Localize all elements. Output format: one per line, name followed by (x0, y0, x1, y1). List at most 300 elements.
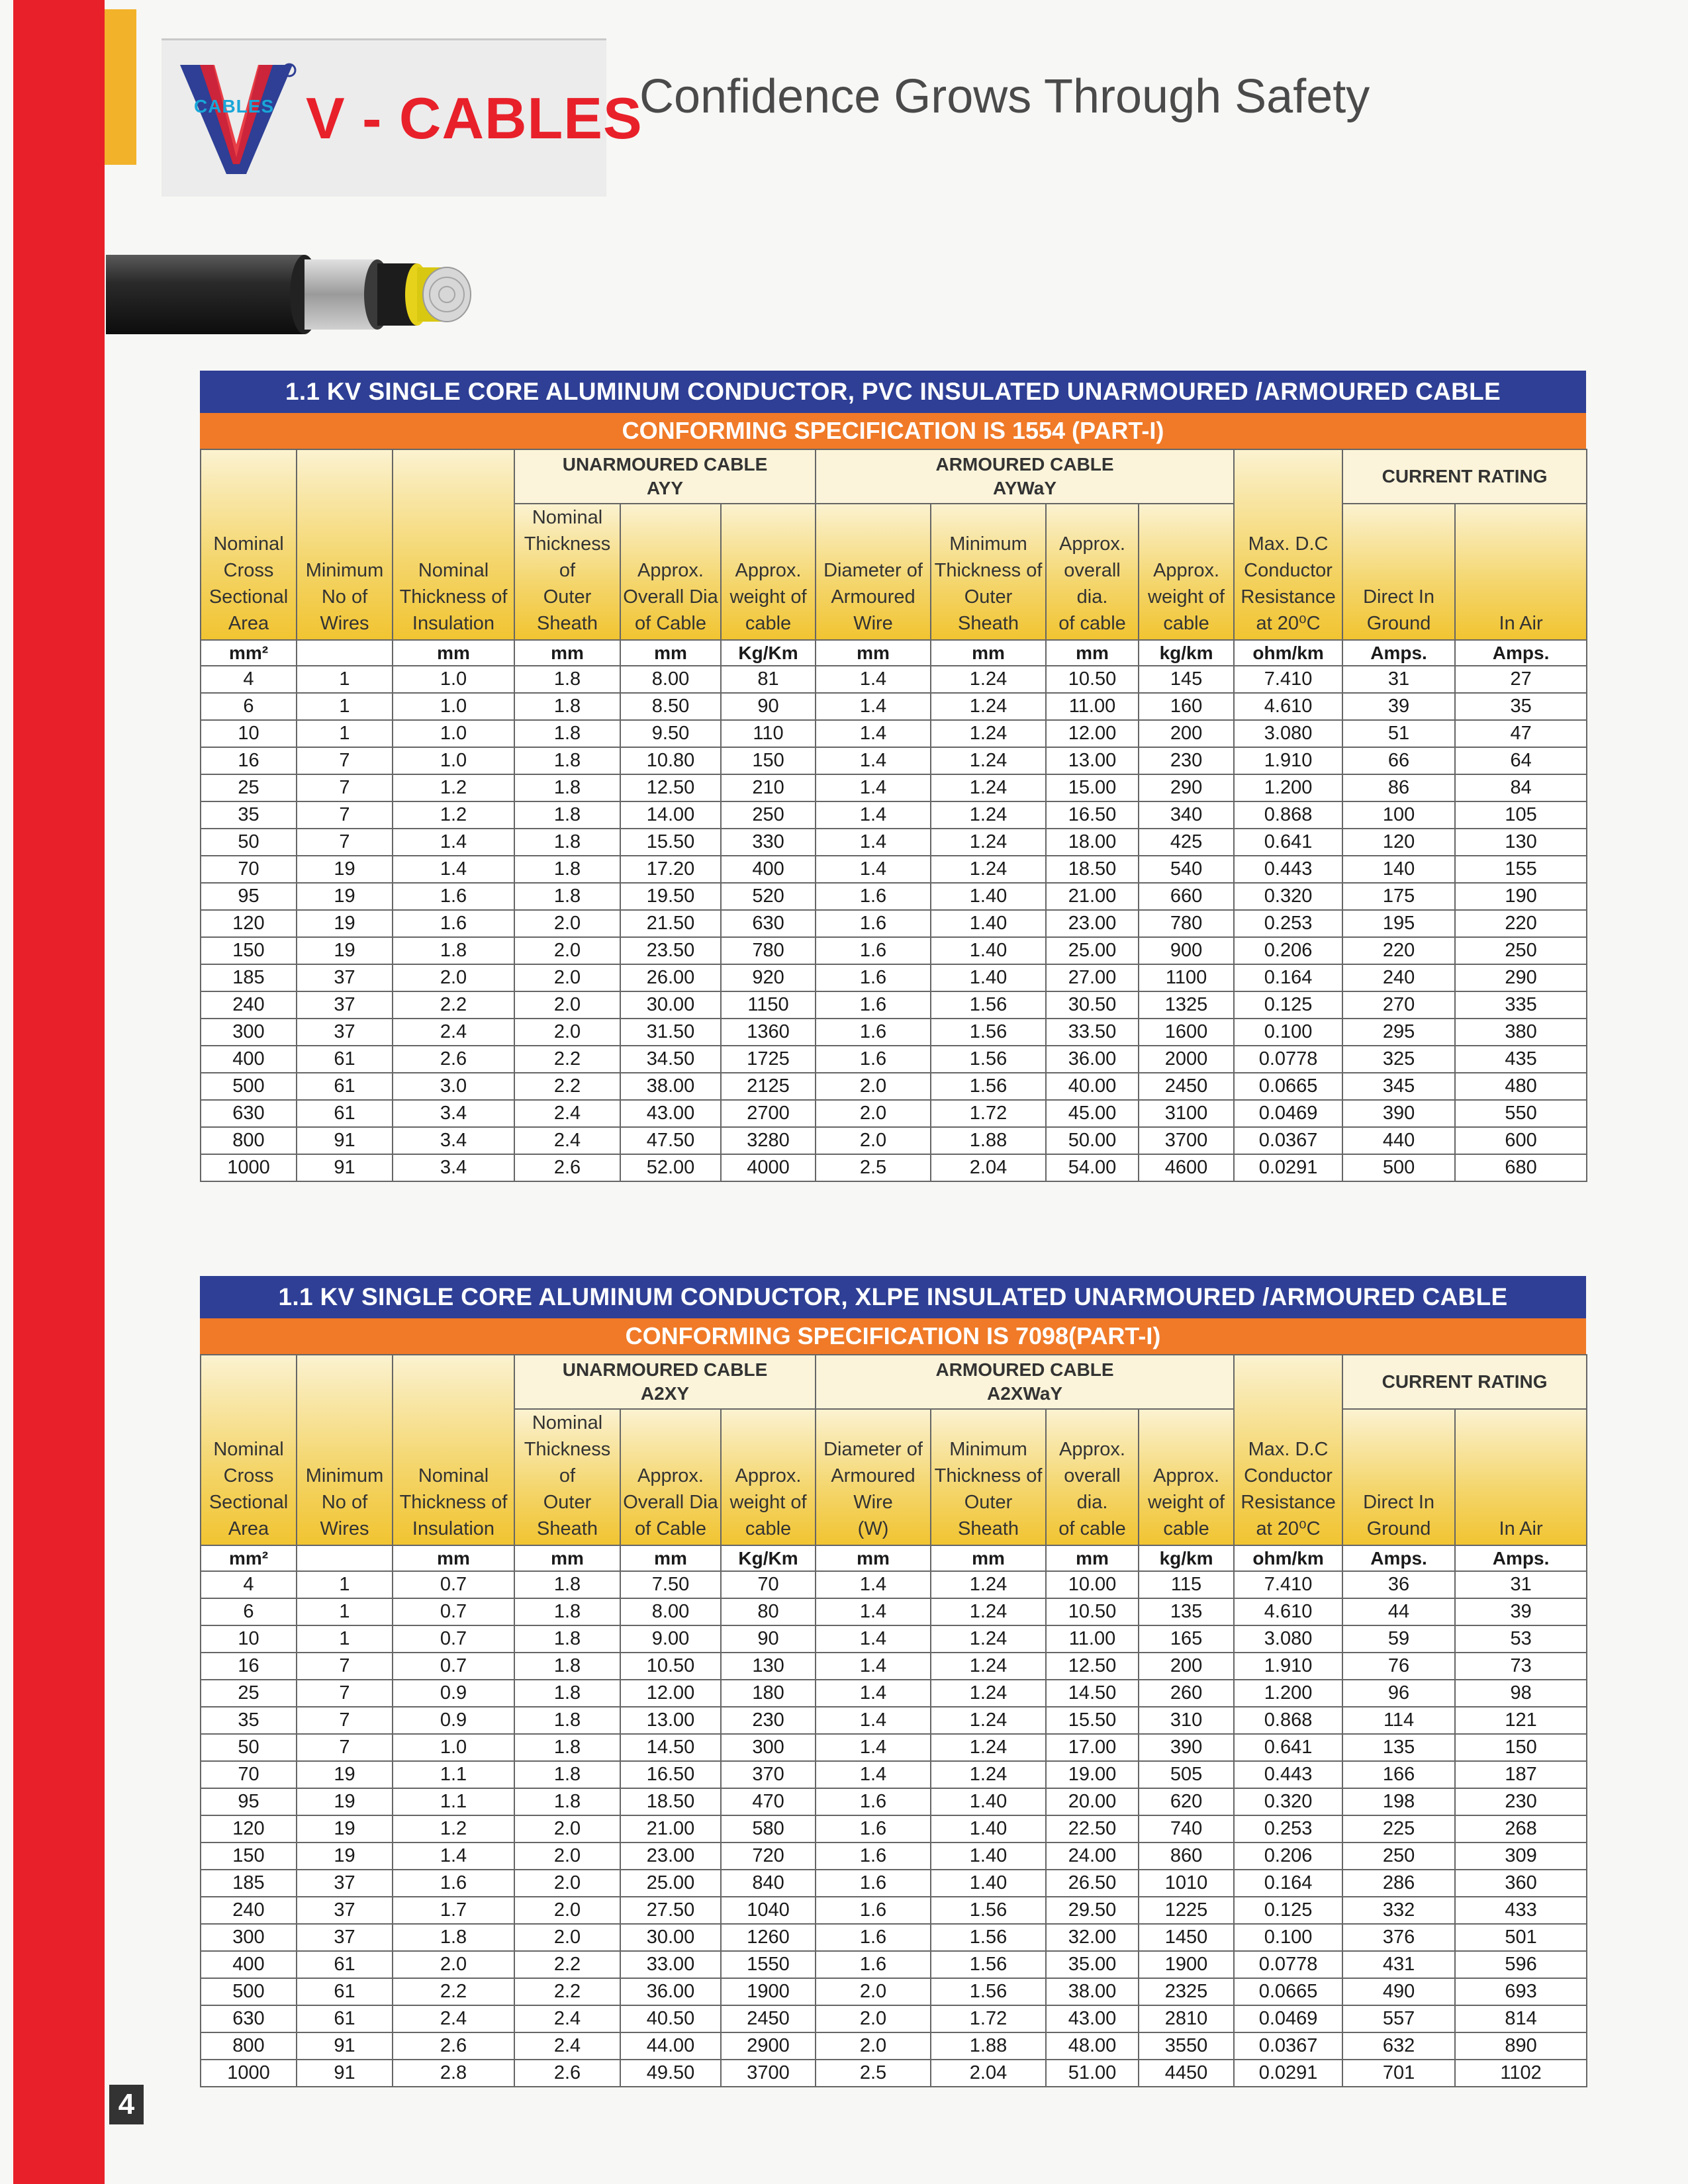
table-cell: 76 (1342, 1653, 1455, 1680)
table-cell: 0.443 (1234, 856, 1342, 883)
table-cell: 2.6 (393, 1046, 514, 1073)
unit-cell: mm (393, 640, 514, 666)
table-cell: 1.6 (393, 1870, 514, 1897)
table-cell: 18.00 (1046, 829, 1139, 856)
table-cell: 1 (297, 1625, 393, 1653)
table-cell: 19 (297, 856, 393, 883)
table-cell: 2.0 (393, 964, 514, 991)
table-row (201, 1046, 1587, 1073)
table-cell: 0.253 (1234, 1815, 1342, 1843)
table-row (201, 1073, 1587, 1100)
table-cell: 3.4 (393, 1100, 514, 1127)
table-cell: 1.24 (931, 1625, 1046, 1653)
table-cell: 7 (297, 774, 393, 801)
table-cell: 800 (201, 1127, 297, 1154)
table-row (201, 1815, 1587, 1843)
table-cell: 27.00 (1046, 964, 1139, 991)
group-current-rating: CURRENT RATING (1342, 1355, 1587, 1409)
table-cell: 2325 (1139, 1978, 1234, 2005)
col-min-wires: Minimum No of Wires (297, 1355, 393, 1545)
table-cell: 43.00 (1046, 2005, 1139, 2032)
table-cell: 2.2 (393, 991, 514, 1019)
table-cell: 10.00 (1046, 1571, 1139, 1598)
table-cell: 7.410 (1234, 1571, 1342, 1598)
table-cell: 25.00 (1046, 937, 1139, 964)
table-cell: 1725 (721, 1046, 816, 1073)
col-armoured-overall-dia: Approx. overall dia. of cable (1046, 1409, 1139, 1545)
table-cell: 840 (721, 1870, 816, 1897)
table-cell: 24.00 (1046, 1843, 1139, 1870)
col-cross-sectional-area: Nominal Cross Sectional Area (201, 449, 297, 640)
table-cell: 632 (1342, 2032, 1455, 2060)
section-subtitle: CONFORMING SPECIFICATION IS 1554 (PART-I) (200, 413, 1586, 449)
table-cell: 9.00 (620, 1625, 721, 1653)
table-cell: 1.40 (931, 910, 1046, 937)
table-row (201, 1598, 1587, 1625)
table-cell: 14.00 (620, 801, 721, 829)
table-cell: 166 (1342, 1761, 1455, 1788)
table-cell: 110 (721, 720, 816, 747)
table-cell: 86 (1342, 774, 1455, 801)
table-cell: 490 (1342, 1978, 1455, 2005)
table-cell: 4600 (1139, 1154, 1234, 1181)
table-cell: 100 (1342, 801, 1455, 829)
table-cell: 1.24 (931, 1680, 1046, 1707)
table-cell: 693 (1455, 1978, 1587, 2005)
table-cell: 2125 (721, 1073, 816, 1100)
table-cell: 17.20 (620, 856, 721, 883)
table-cell: 0.206 (1234, 1843, 1342, 1870)
table-cell: 45.00 (1046, 1100, 1139, 1127)
table-cell: 34.50 (620, 1046, 721, 1073)
tagline: Confidence Grows Through Safety (639, 70, 1370, 123)
table-cell: 1.40 (931, 937, 1046, 964)
table-cell: 470 (721, 1788, 816, 1815)
table-cell: 1.200 (1234, 1680, 1342, 1707)
table-cell: 19 (297, 1843, 393, 1870)
unit-cell: mm (514, 1545, 620, 1571)
table-cell: 550 (1455, 1100, 1587, 1127)
table-row (201, 666, 1587, 693)
table-cell: 64 (1455, 747, 1587, 774)
table-cell: 187 (1455, 1761, 1587, 1788)
table-cell: 260 (1139, 1680, 1234, 1707)
table-cell: 1.6 (816, 1843, 931, 1870)
table-cell: 2.4 (514, 2032, 620, 2060)
table-row (201, 693, 1587, 720)
unit-cell: ohm/km (1234, 1545, 1342, 1571)
table-cell: 73 (1455, 1653, 1587, 1680)
table-row (201, 801, 1587, 829)
table-row (201, 2032, 1587, 2060)
table-cell: 3100 (1139, 1100, 1234, 1127)
table-cell: 400 (721, 856, 816, 883)
table-cell: 310 (1139, 1707, 1234, 1734)
table-cell: 16.50 (620, 1761, 721, 1788)
table-cell: 2.0 (816, 2032, 931, 2060)
table-cell: 814 (1455, 2005, 1587, 2032)
table-cell: 2.4 (514, 1100, 620, 1127)
table-cell: 38.00 (1046, 1978, 1139, 2005)
table-cell: 21.50 (620, 910, 721, 937)
table-cell: 1450 (1139, 1924, 1234, 1951)
table-cell: 0.7 (393, 1653, 514, 1680)
table-cell: 0.125 (1234, 991, 1342, 1019)
table-cell: 2.0 (816, 1978, 931, 2005)
table-cell: 330 (721, 829, 816, 856)
table-cell: 1260 (721, 1924, 816, 1951)
table-cell: 1.8 (393, 937, 514, 964)
table-cell: 14.50 (1046, 1680, 1139, 1707)
table-cell: 630 (201, 1100, 297, 1127)
table-cell: 61 (297, 1046, 393, 1073)
table-cell: 220 (1342, 937, 1455, 964)
table-cell: 13.00 (1046, 747, 1139, 774)
table-cell: 37 (297, 1924, 393, 1951)
table-cell: 1.8 (514, 720, 620, 747)
table-cell: 22.50 (1046, 1815, 1139, 1843)
table-cell: 740 (1139, 1815, 1234, 1843)
table-cell: 0.0778 (1234, 1951, 1342, 1978)
table-cell: 433 (1455, 1897, 1587, 1924)
table-cell: 0.253 (1234, 910, 1342, 937)
table-cell: 660 (1139, 883, 1234, 910)
table-row (201, 2060, 1587, 2087)
table-cell: 11.00 (1046, 693, 1139, 720)
table-cell: 1.4 (393, 1843, 514, 1870)
table-cell: 340 (1139, 801, 1234, 829)
table-cell: 160 (1139, 693, 1234, 720)
table-cell: 1.6 (393, 883, 514, 910)
table-cell: 780 (1139, 910, 1234, 937)
table-cell: 1.4 (816, 1707, 931, 1734)
group-current-rating: CURRENT RATING (1342, 449, 1587, 504)
table-cell: 10.50 (620, 1653, 721, 1680)
table-cell: 0.443 (1234, 1761, 1342, 1788)
col-insulation-thickness: Nominal Thickness of Insulation (393, 1355, 514, 1545)
table-cell: 596 (1455, 1951, 1587, 1978)
table-cell: 1.40 (931, 1815, 1046, 1843)
col-armoured-weight: Approx. weight of cable (1139, 1409, 1234, 1545)
table-cell: 2.8 (393, 2060, 514, 2087)
table-cell: 195 (1342, 910, 1455, 937)
table-cell: 1.56 (931, 1019, 1046, 1046)
table-cell: 1.6 (816, 1046, 931, 1073)
table-cell: 1.6 (393, 910, 514, 937)
table-cell: 2.4 (393, 2005, 514, 2032)
table-cell: 0.0367 (1234, 2032, 1342, 2060)
table-cell: 7 (297, 747, 393, 774)
table-cell: 1.4 (393, 856, 514, 883)
table-cell: 19 (297, 1761, 393, 1788)
table-cell: 1.4 (816, 801, 931, 829)
table-cell: 309 (1455, 1843, 1587, 1870)
table-cell: 90 (721, 693, 816, 720)
table-cell: 300 (721, 1734, 816, 1761)
table-cell: 2.0 (514, 1815, 620, 1843)
group-unarmoured: UNARMOURED CABLE AYY (514, 449, 816, 504)
table-cell: 15.50 (620, 829, 721, 856)
table-cell: 370 (721, 1761, 816, 1788)
table-cell: 23.00 (620, 1843, 721, 1870)
brand-wordmark: V - CABLES (306, 85, 643, 151)
table-row (201, 720, 1587, 747)
col-weight: Approx. weight of cable (721, 504, 816, 640)
table-cell: 37 (297, 1897, 393, 1924)
table-cell: 0.0291 (1234, 1154, 1342, 1181)
unit-cell: Amps. (1342, 640, 1455, 666)
table-cell: 376 (1342, 1924, 1455, 1951)
table-cell: 1.4 (816, 774, 931, 801)
table-cell: 2.04 (931, 2060, 1046, 2087)
table-cell: 80 (721, 1598, 816, 1625)
unit-cell: mm (931, 1545, 1046, 1571)
table-cell: 36.00 (620, 1978, 721, 2005)
table-cell: 1102 (1455, 2060, 1587, 2087)
table-cell: 2.0 (514, 1843, 620, 1870)
table-cell: 1.4 (816, 747, 931, 774)
table-cell: 335 (1455, 991, 1587, 1019)
unit-cell: ohm/km (1234, 640, 1342, 666)
table-cell: 48.00 (1046, 2032, 1139, 2060)
table-row (201, 937, 1587, 964)
table-cell: 21.00 (620, 1815, 721, 1843)
table-cell: 91 (297, 2032, 393, 2060)
table-row (201, 910, 1587, 937)
table-cell: 33.00 (620, 1951, 721, 1978)
table-cell: 1.8 (514, 1653, 620, 1680)
table-row (201, 1680, 1587, 1707)
table-cell: 10.50 (1046, 1598, 1139, 1625)
pvc-cable-spec-section (200, 371, 1586, 1182)
table-cell: 37 (297, 991, 393, 1019)
unit-cell (297, 640, 393, 666)
table-cell: 47 (1455, 720, 1587, 747)
table-cell: 1.8 (514, 801, 620, 829)
table-cell: 1.6 (816, 991, 931, 1019)
table-cell: 50 (201, 1734, 297, 1761)
table-cell: 51 (1342, 720, 1455, 747)
table-cell: 70 (201, 1761, 297, 1788)
table-cell: 1600 (1139, 1019, 1234, 1046)
table-cell: 2.0 (514, 991, 620, 1019)
table-cell: 140 (1342, 856, 1455, 883)
table-cell: 1550 (721, 1951, 816, 1978)
table-cell: 7 (297, 1653, 393, 1680)
table-cell: 19 (297, 1788, 393, 1815)
table-cell: 240 (1342, 964, 1455, 991)
table-cell: 7 (297, 801, 393, 829)
section-title: 1.1 KV SINGLE CORE ALUMINUM CONDUCTOR, XLPE INSULATED UNARMOURED /ARMOURED CABLE (200, 1276, 1586, 1318)
table-cell: 10.50 (1046, 666, 1139, 693)
table-cell: 1.2 (393, 1815, 514, 1843)
table-cell: 20.00 (1046, 1788, 1139, 1815)
table-cell: 130 (1455, 829, 1587, 856)
table-cell: 59 (1342, 1625, 1455, 1653)
table-cell: 780 (721, 937, 816, 964)
table-cell: 25.00 (620, 1870, 721, 1897)
col-armoured-overall-dia: Approx. overall dia. of cable (1046, 504, 1139, 640)
unit-cell: mm (620, 1545, 721, 1571)
table-cell: 3550 (1139, 2032, 1234, 2060)
table-cell: 54.00 (1046, 1154, 1139, 1181)
table-row (201, 1154, 1587, 1181)
unit-cell: mm (393, 1545, 514, 1571)
col-min-outer-sheath: Minimum Thickness of Outer Sheath (931, 1409, 1046, 1545)
table-cell: 1.4 (816, 1625, 931, 1653)
unit-cell: mm (1046, 640, 1139, 666)
table-cell: 1.40 (931, 1843, 1046, 1870)
unit-cell: Amps. (1342, 1545, 1455, 1571)
xlpe-cable-spec-section (200, 1276, 1586, 2087)
table-cell: 91 (297, 1127, 393, 1154)
table-cell: 7 (297, 829, 393, 856)
table-cell: 35 (201, 801, 297, 829)
table-cell: 1.4 (816, 829, 931, 856)
table-cell: 14.50 (620, 1734, 721, 1761)
table-cell: 12.50 (620, 774, 721, 801)
table-row (201, 1653, 1587, 1680)
table-cell: 250 (1342, 1843, 1455, 1870)
table-cell: 18.50 (1046, 856, 1139, 883)
table-cell: 1.24 (931, 774, 1046, 801)
table-cell: 39 (1342, 693, 1455, 720)
table-cell: 0.7 (393, 1625, 514, 1653)
table-cell: 0.100 (1234, 1924, 1342, 1951)
table-cell: 501 (1455, 1924, 1587, 1951)
table-cell: 19 (297, 1815, 393, 1843)
table-cell: 480 (1455, 1073, 1587, 1100)
table-cell: 0.206 (1234, 937, 1342, 964)
table-cell: 1.88 (931, 1127, 1046, 1154)
table-cell: 4450 (1139, 2060, 1234, 2087)
table-cell: 1.8 (514, 883, 620, 910)
table-cell: 81 (721, 666, 816, 693)
table-cell: 1.24 (931, 1653, 1046, 1680)
table-cell: 12.00 (620, 1680, 721, 1707)
table-cell: 12.00 (1046, 720, 1139, 747)
table-cell: 1.56 (931, 1924, 1046, 1951)
table-cell: 120 (1342, 829, 1455, 856)
table-cell: 1.24 (931, 1734, 1046, 1761)
units-row (201, 640, 1587, 666)
table-cell: 35.00 (1046, 1951, 1139, 1978)
table-cell: 290 (1455, 964, 1587, 991)
table-cell: 225 (1342, 1815, 1455, 1843)
table-cell: 27 (1455, 666, 1587, 693)
table-cell: 1.6 (816, 910, 931, 937)
table-cell: 1900 (721, 1978, 816, 2005)
table-cell: 2.2 (514, 1073, 620, 1100)
table-cell: 53 (1455, 1625, 1587, 1653)
section-subtitle: CONFORMING SPECIFICATION IS 7098(PART-I) (200, 1318, 1586, 1354)
table-cell: 3.4 (393, 1127, 514, 1154)
table-cell: 30.00 (620, 1924, 721, 1951)
table-cell: 2450 (1139, 1073, 1234, 1100)
table-cell: 0.164 (1234, 1870, 1342, 1897)
table-cell: 557 (1342, 2005, 1455, 2032)
table-cell: 1.56 (931, 991, 1046, 1019)
table-cell: 300 (201, 1019, 297, 1046)
table-cell: 500 (1342, 1154, 1455, 1181)
table-cell: 0.164 (1234, 964, 1342, 991)
table-cell: 1.24 (931, 1598, 1046, 1625)
table-cell: 7 (297, 1734, 393, 1761)
table-cell: 26.50 (1046, 1870, 1139, 1897)
table-cell: 1.8 (514, 747, 620, 774)
table-cell: 0.0665 (1234, 1073, 1342, 1100)
group-unarmoured: UNARMOURED CABLE A2XY (514, 1355, 816, 1409)
table-cell: 49.50 (620, 2060, 721, 2087)
col-dc-resistance: Max. D.C Conductor Resistance at 20⁰C (1234, 1355, 1342, 1545)
table-cell: 15.50 (1046, 1707, 1139, 1734)
table-cell: 2.0 (393, 1951, 514, 1978)
table-cell: 1.7 (393, 1897, 514, 1924)
table-cell: 1.8 (514, 1680, 620, 1707)
table-cell: 1 (297, 1598, 393, 1625)
table-cell: 16.50 (1046, 801, 1139, 829)
xlpe-spec-table (200, 1354, 1587, 2087)
table-cell: 720 (721, 1843, 816, 1870)
table-cell: 114 (1342, 1707, 1455, 1734)
table-cell: 16 (201, 747, 297, 774)
table-cell: 1.24 (931, 1571, 1046, 1598)
table-cell: 230 (721, 1707, 816, 1734)
table-cell: 3700 (1139, 1127, 1234, 1154)
table-cell: 230 (1455, 1788, 1587, 1815)
table-cell: 1 (297, 693, 393, 720)
table-cell: 19.50 (620, 883, 721, 910)
table-cell: 295 (1342, 1019, 1455, 1046)
unit-cell: mm² (201, 1545, 297, 1571)
table-cell: 120 (201, 1815, 297, 1843)
table-cell: 2.6 (514, 2060, 620, 2087)
table-cell: 0.868 (1234, 1707, 1342, 1734)
table-cell: 4.610 (1234, 693, 1342, 720)
table-cell: 1.56 (931, 1046, 1046, 1073)
table-cell: 0.125 (1234, 1897, 1342, 1924)
table-cell: 1.24 (931, 1761, 1046, 1788)
unit-cell: Kg/Km (721, 640, 816, 666)
table-cell: 1.4 (816, 666, 931, 693)
table-cell: 390 (1342, 1100, 1455, 1127)
table-row (201, 1019, 1587, 1046)
table-cell: 27.50 (620, 1897, 721, 1924)
table-cell: 1.4 (816, 693, 931, 720)
table-cell: 150 (1455, 1734, 1587, 1761)
unit-cell: mm (1046, 1545, 1139, 1571)
table-cell: 38.00 (620, 1073, 721, 1100)
table-cell: 16 (201, 1653, 297, 1680)
col-outer-sheath-thickness: Nominal Thickness of Outer Sheath (514, 504, 620, 640)
table-cell: 332 (1342, 1897, 1455, 1924)
table-cell: 3.4 (393, 1154, 514, 1181)
table-cell: 1.56 (931, 1073, 1046, 1100)
table-cell: 185 (201, 1870, 297, 1897)
table-cell: 1.8 (514, 856, 620, 883)
table-cell: 66 (1342, 747, 1455, 774)
table-cell: 150 (201, 1843, 297, 1870)
table-cell: 1.6 (816, 1897, 931, 1924)
table-cell: 220 (1455, 910, 1587, 937)
table-cell: 155 (1455, 856, 1587, 883)
table-cell: 32.00 (1046, 1924, 1139, 1951)
table-cell: 175 (1342, 883, 1455, 910)
table-cell: 2.2 (514, 1951, 620, 1978)
table-cell: 701 (1342, 2060, 1455, 2087)
table-cell: 190 (1455, 883, 1587, 910)
table-cell: 1.4 (816, 1571, 931, 1598)
